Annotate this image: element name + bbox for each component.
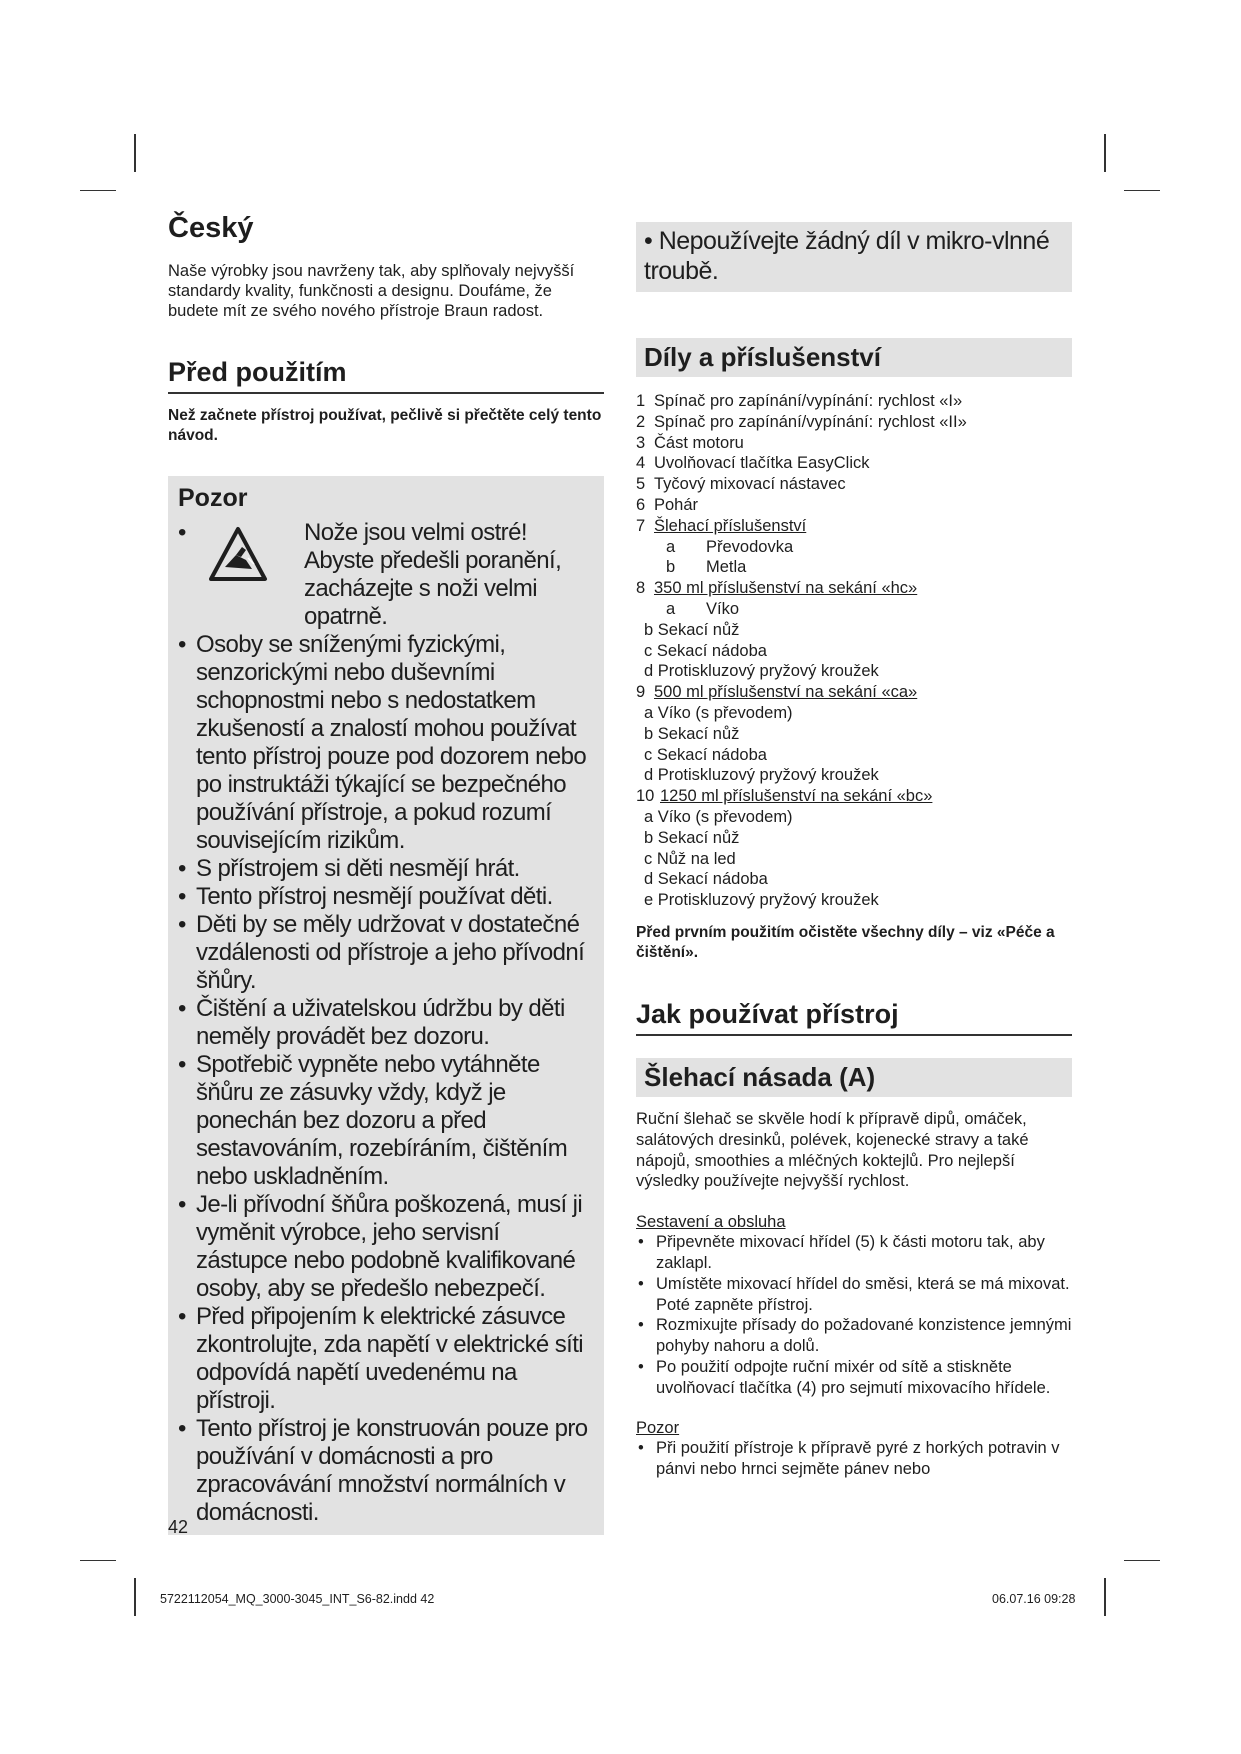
list-item: b Sekací nůž [644, 620, 740, 639]
warning-item: • Čištění a uživatelskou údržbu by děti neměly provádět bez dozoru. [178, 995, 594, 1051]
before-use-note: Než začnete přístroj používat, pečlivě si přečtěte celý tento návod. [168, 407, 602, 444]
language-heading: Český [168, 212, 254, 244]
warning-item: • Tento přístroj je konstruován pouze pro používání v domácnosti a pro zpracovávání množství normálních v domácnosti. [178, 1415, 594, 1527]
list-item: c Nůž na led [644, 849, 736, 868]
parts-list [636, 391, 1072, 911]
list-item: 5 Tyčový mixovací nástavec [636, 475, 846, 494]
warning-item: • S přístrojem si děti nesmějí hrát. [178, 855, 594, 883]
warning-box [168, 476, 604, 1535]
list-item: 3 Část motoru [636, 433, 744, 452]
cut-hazard-icon [208, 525, 268, 585]
list-item: 8 350 ml příslušenství na sekání «hc» [636, 579, 918, 598]
list-item: a Převodovka [666, 537, 794, 556]
crop-mark [1124, 1560, 1160, 1561]
list-item: b Metla [666, 558, 747, 577]
warning-item: • Tento přístroj nesmějí používat děti. [178, 883, 594, 911]
list-item: c Sekací nádoba [644, 641, 767, 660]
warning-list [178, 519, 594, 1527]
list-item: a Víko (s převodem) [644, 703, 793, 722]
warning-title: Pozor [178, 484, 248, 512]
list-item: 7 Šlehací příslušenství [636, 516, 807, 535]
list-item: 4 Uvolňovací tlačítka EasyClick [636, 454, 870, 473]
crop-mark [80, 190, 116, 191]
list-item: • Při použití přístroje k přípravě pyré z horkých potravin v pánvi nebo hrnci sejměte pánev nebo [636, 1438, 1072, 1480]
clean-note: Před prvním použitím očistěte všechny díly – viz «Péče a čištění». [636, 923, 1055, 961]
warning-item: • Je-li přívodní šňůra poškozená, musí ji vyměnit výrobce, jeho servisní zástupce nebo podobně kvalifikované osoby, aby se předešlo nebezpečí. [178, 1191, 594, 1303]
warning-item: • Osoby se sníženými fyzickými, senzorickými nebo duševními schopnostmi nebo s nedostatkem zkušeností a znalostí mohou používat tento přístroj pouze pod dozorem nebo po instruktáži týkající se bezpečného používání přístroje, a pokud rozumí souvisejícím rizikům. [178, 631, 594, 855]
assembly-steps [636, 1232, 1072, 1398]
crop-mark [1104, 1578, 1106, 1616]
warning-item: • Před připojením k elektrické zásuvce zkontrolujte, zda napětí v elektrické síti odpovídá napětí uvedenému na přístroji. [178, 1303, 594, 1415]
warning-item: • Spotřebič vypněte nebo vytáhněte šňůru ze zásuvky vždy, když je ponechán bez dozoru a před sestavováním, rozebíráním, čištěním nebo uskladněním. [178, 1051, 594, 1191]
list-item: • Připevněte mixovací hřídel (5) k části motoru tak, aby zaklapl. [636, 1232, 1072, 1274]
footer-file-info: 5722112054_MQ_3000-3045_INT_S6-82.indd 42 [160, 1592, 435, 1606]
whisk-heading: Šlehací násada (A) [636, 1058, 1072, 1097]
caution-list [636, 1438, 1072, 1480]
list-item: b Sekací nůž [644, 828, 740, 847]
list-item: d Sekací nádoba [644, 870, 768, 889]
page-number: 42 [168, 1517, 189, 1537]
list-item: • Umístěte mixovací hřídel do směsi, která se má mixovat. Poté zapněte přístroj. [636, 1274, 1072, 1316]
right-column [636, 222, 1072, 1480]
caution-heading: Pozor [636, 1419, 680, 1438]
list-item: e Protiskluzový pryžový kroužek [644, 891, 879, 910]
left-column [168, 212, 604, 1535]
assembly-heading: Sestavení a obsluha [636, 1213, 786, 1232]
crop-mark [134, 134, 136, 172]
list-item: d Protiskluzový pryžový kroužek [644, 766, 879, 785]
list-item: b Sekací nůž [644, 724, 740, 743]
list-item: • Rozmixujte přísady do požadované konzistence jemnými pohyby nahoru a dolů. [636, 1315, 1072, 1357]
how-to-use-heading: Jak používat přístroj [636, 999, 1072, 1036]
crop-mark [1124, 190, 1160, 191]
before-use-heading: Před použitím [168, 357, 604, 394]
list-item: 2 Spínač pro zapínání/vypínání: rychlost «II» [636, 412, 967, 431]
list-item: a Víko (s převodem) [644, 807, 793, 826]
list-item: 6 Pohár [636, 495, 699, 514]
warning-item [178, 519, 594, 631]
list-item: a Víko [666, 599, 740, 618]
whisk-intro: Ruční šlehač se skvěle hodí k přípravě dipů, omáček, salátových dresinků, polévek, kojenecké stravy a také nápojů, smoothies a mléčných koktejlů. Pro nejlepší výsledky používejte nejvyšší rychlost. [636, 1109, 1029, 1191]
warning-item: • Děti by se měly udržovat v dostatečné vzdálenosti od přístroje a jeho přívodní šňůry. [178, 911, 594, 995]
crop-mark [134, 1578, 136, 1616]
list-item: 10 1250 ml příslušenství na sekání «bc» [636, 787, 933, 806]
intro-text: Naše výrobky jsou navrženy tak, aby splňovaly nejvyšší standardy kvality, funkčnosti a designu. Doufáme, že budete mít ze svého nového přístroje Braun radost. [168, 262, 575, 320]
crop-mark [1104, 134, 1106, 172]
footer-date: 06.07.16 09:28 [992, 1592, 1076, 1606]
list-item: 1 Spínač pro zapínání/vypínání: rychlost «I» [636, 392, 963, 410]
parts-heading: Díly a příslušenství [636, 338, 1072, 377]
microwave-note: • Nepoužívejte žádný díl v mikro-vlnné troubě. [636, 222, 1072, 292]
list-item: 9 500 ml příslušenství na sekání «ca» [636, 683, 918, 702]
list-item: c Sekací nádoba [644, 745, 767, 764]
list-item: • Po použití odpojte ruční mixér od sítě a stiskněte uvolňovací tlačítka (4) pro sejmutí mixovacího hřídele. [636, 1357, 1072, 1399]
crop-mark [80, 1560, 116, 1561]
warning-item-text: • Nože jsou velmi ostré! Abyste předešli poranění, zacházejte s noži velmi opatrně. [304, 519, 562, 630]
list-item: d Protiskluzový pryžový kroužek [644, 662, 879, 681]
